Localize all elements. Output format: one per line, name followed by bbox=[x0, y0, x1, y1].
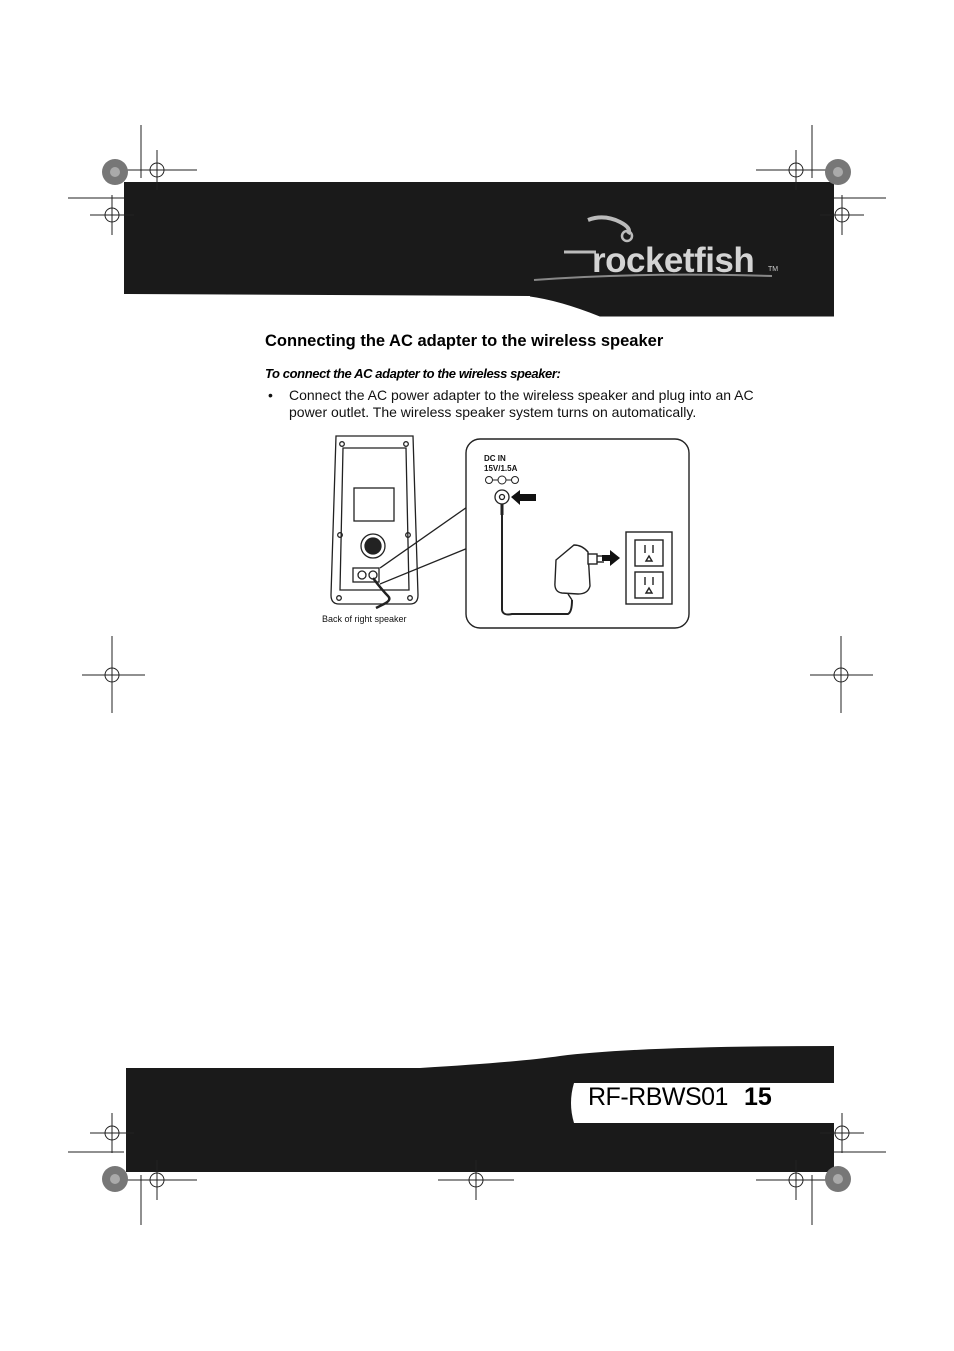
logo-trademark: TM bbox=[768, 266, 779, 273]
list-item bbox=[268, 387, 758, 421]
model-number: RF-RBWS01 bbox=[588, 1083, 728, 1111]
bullet: • bbox=[268, 387, 273, 403]
wall-outlet-drawing bbox=[626, 532, 672, 604]
logo-wordmark: rocketfish bbox=[592, 241, 755, 280]
step-list bbox=[268, 387, 758, 421]
dc-in-label bbox=[484, 454, 517, 474]
procedure-heading: To connect the AC adapter to the wireless speaker: bbox=[265, 366, 561, 381]
page-number: 15 bbox=[744, 1083, 772, 1111]
speaker-back-drawing bbox=[331, 436, 418, 608]
footer-band bbox=[0, 1040, 954, 1180]
header-band bbox=[0, 0, 954, 330]
speaker-caption: Back of right speaker bbox=[322, 614, 407, 624]
step-text: Connect the AC power adapter to the wireless speaker and plug into an AC power outlet. The wireless speaker system turns on automatically. bbox=[289, 387, 754, 420]
dc-in-rating: 15V/1.5A bbox=[484, 464, 518, 473]
dc-in-text: DC IN bbox=[484, 454, 506, 463]
section-heading: Connecting the AC adapter to the wireless speaker bbox=[265, 332, 664, 350]
